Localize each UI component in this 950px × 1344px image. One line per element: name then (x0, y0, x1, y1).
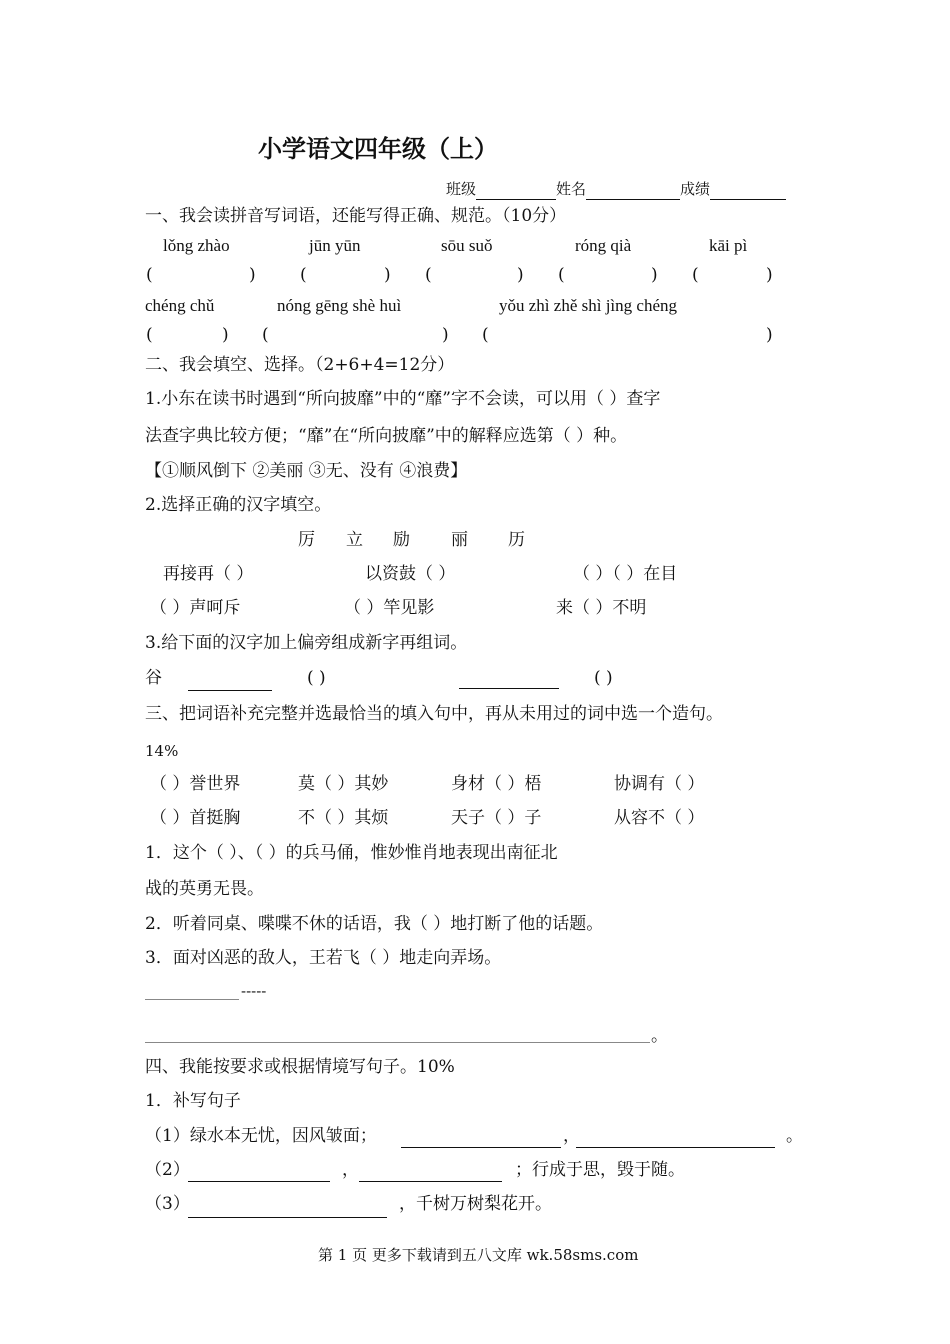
word-2: 莫（ ）其妙 (298, 774, 389, 794)
q3-paren-1: ( ) (307, 668, 326, 688)
section3-score: 14% (145, 742, 179, 760)
q2-char-4: 丽 (451, 530, 468, 550)
class-blank[interactable] (476, 183, 556, 200)
q3-blank-1[interactable] (188, 690, 272, 691)
page-footer: 第 1 页 更多下载请到五八文库 wk.58sms.com (318, 1246, 639, 1264)
s4-blank-3[interactable] (188, 1181, 330, 1182)
s3-sentence1-line1: 1．这个（ ）、（ ）的兵马俑，惟妙惟肖地表现出南征北 (145, 843, 558, 863)
answer-paren-open-8: ( (482, 325, 489, 345)
pinyin-8: yǒu zhì zhě shì jìng chéng (499, 296, 677, 315)
section1-heading: 一、我会读拼音写词语，还能写得正确、规范。（10分） (145, 206, 567, 226)
q2-item-1: 再接再（ ） (163, 564, 254, 584)
q2-item-6: 来（ ）不明 (556, 598, 647, 618)
s3-sentence2: 2．听着同桌、喋喋不休的话语，我（ ）地打断了他的话题。 (145, 914, 604, 934)
class-label: 班级 (446, 180, 477, 198)
sentence-end-mark: 。 (651, 1026, 668, 1046)
s4-line2-prefix: （2） (145, 1160, 190, 1180)
answer-paren-open-4: ( (558, 265, 565, 285)
word-8: 从容不（ ） (614, 808, 705, 828)
answer-paren-close-6: ) (222, 325, 229, 345)
q3-blank-2[interactable] (459, 688, 559, 689)
word-5: （ ）首挺胸 (150, 808, 241, 828)
s4-line1-comma: ， (563, 1126, 580, 1146)
s4-line1-end: 。 (786, 1126, 803, 1146)
word-3: 身材（ ）梧 (451, 774, 542, 794)
answer-paren-open-2: ( (300, 265, 307, 285)
q2-item-3: （ ）（ ）在目 (573, 564, 678, 584)
answer-paren-open-6: ( (146, 325, 153, 345)
word-4: 协调有（ ） (614, 774, 705, 794)
section3-heading: 三、把词语补充完整并选最恰当的填入句中，再从未用过的词中选一个造句。 (145, 704, 723, 724)
q2-char-2: 立 (346, 530, 363, 550)
s3-sentence1-line2: 战的英勇无畏。 (145, 879, 264, 899)
pinyin-6: chéng chǔ (145, 296, 215, 315)
answer-paren-close-5: ) (766, 265, 773, 285)
s4-line3-prefix: （3） (145, 1194, 190, 1214)
q2-char-1: 厉 (298, 530, 315, 550)
name-label: 姓名 (556, 180, 587, 198)
answer-paren-open-1: ( (146, 265, 153, 285)
pinyin-2: jūn yūn (309, 236, 361, 255)
q3-char: 谷 (145, 668, 162, 688)
s4-line2-suffix: ；行成于思，毁于随。 (515, 1160, 685, 1180)
answer-paren-close-3: ) (517, 265, 524, 285)
q1-line1: 1.小东在读书时遇到“所向披靡”中的“靡”字不会读，可以用（ ）查字 (145, 389, 661, 409)
s4-blank-5[interactable] (188, 1217, 387, 1218)
answer-paren-open-7: ( (262, 325, 269, 345)
s4-blank-4[interactable] (359, 1181, 502, 1182)
pinyin-5: kāi pì (709, 236, 748, 255)
s4-line2-comma: ， (342, 1160, 359, 1180)
answer-paren-close-1: ) (249, 265, 256, 285)
pinyin-4: róng qià (575, 236, 632, 255)
student-info-line (446, 178, 786, 200)
q2-char-5: 历 (508, 530, 525, 550)
pinyin-7: nóng gēng shè huì (277, 296, 402, 315)
q2-item-5: （ ）竿见影 (344, 598, 435, 618)
answer-paren-close-2: ) (384, 265, 391, 285)
section2-heading: 二、我会填空、选择。（2+6+4=12分） (145, 355, 455, 375)
word-7: 天子（ ）子 (451, 808, 542, 828)
answer-paren-close-7: ) (442, 325, 449, 345)
q2-heading: 2.选择正确的汉字填空。 (145, 495, 332, 515)
section4-sub1: 1．补写句子 (145, 1091, 241, 1111)
q3-paren-2: ( ) (594, 668, 613, 688)
score-label: 成绩 (680, 180, 711, 198)
answer-paren-close-4: ) (651, 265, 658, 285)
sentence-dashes: ----- (241, 982, 267, 1000)
answer-paren-close-8: ) (766, 325, 773, 345)
q3-heading: 3.给下面的汉字加上偏旁组成新字再组词。 (145, 633, 468, 653)
s4-blank-2[interactable] (576, 1147, 775, 1148)
sentence-blank-short[interactable] (145, 999, 239, 1000)
q2-char-3: 励 (393, 530, 410, 550)
section4-heading: 四、我能按要求或根据情境写句子。10% (145, 1057, 455, 1077)
page-title: 小学语文四年级（上） (258, 135, 498, 163)
s3-sentence3: 3．面对凶恶的敌人，王若飞（ ）地走向弄场。 (145, 948, 502, 968)
s4-line1-prefix: （1）绿水本无忧，因风皱面； (145, 1126, 377, 1146)
pinyin-3: sōu suǒ (441, 236, 493, 255)
pinyin-1: lǒng zhào (163, 236, 230, 255)
sentence-blank-long[interactable] (145, 1042, 650, 1043)
score-blank[interactable] (710, 183, 786, 200)
q2-item-4: （ ）声呵斥 (150, 598, 241, 618)
s4-line3-suffix: ，千树万树梨花开。 (399, 1194, 552, 1214)
q1-options: 【①顺风倒下 ②美丽 ③无、没有 ④浪费】 (145, 461, 468, 481)
q2-item-2: 以资鼓（ ） (365, 564, 456, 584)
s4-blank-1[interactable] (401, 1147, 561, 1148)
answer-paren-open-5: ( (692, 265, 699, 285)
answer-paren-open-3: ( (425, 265, 432, 285)
word-6: 不（ ）其烦 (298, 808, 389, 828)
name-blank[interactable] (586, 183, 680, 200)
word-1: （ ）誉世界 (150, 774, 241, 794)
q1-line2: 法查字典比较方便；“靡”在“所向披靡”中的解释应选第（ ）种。 (145, 426, 628, 446)
